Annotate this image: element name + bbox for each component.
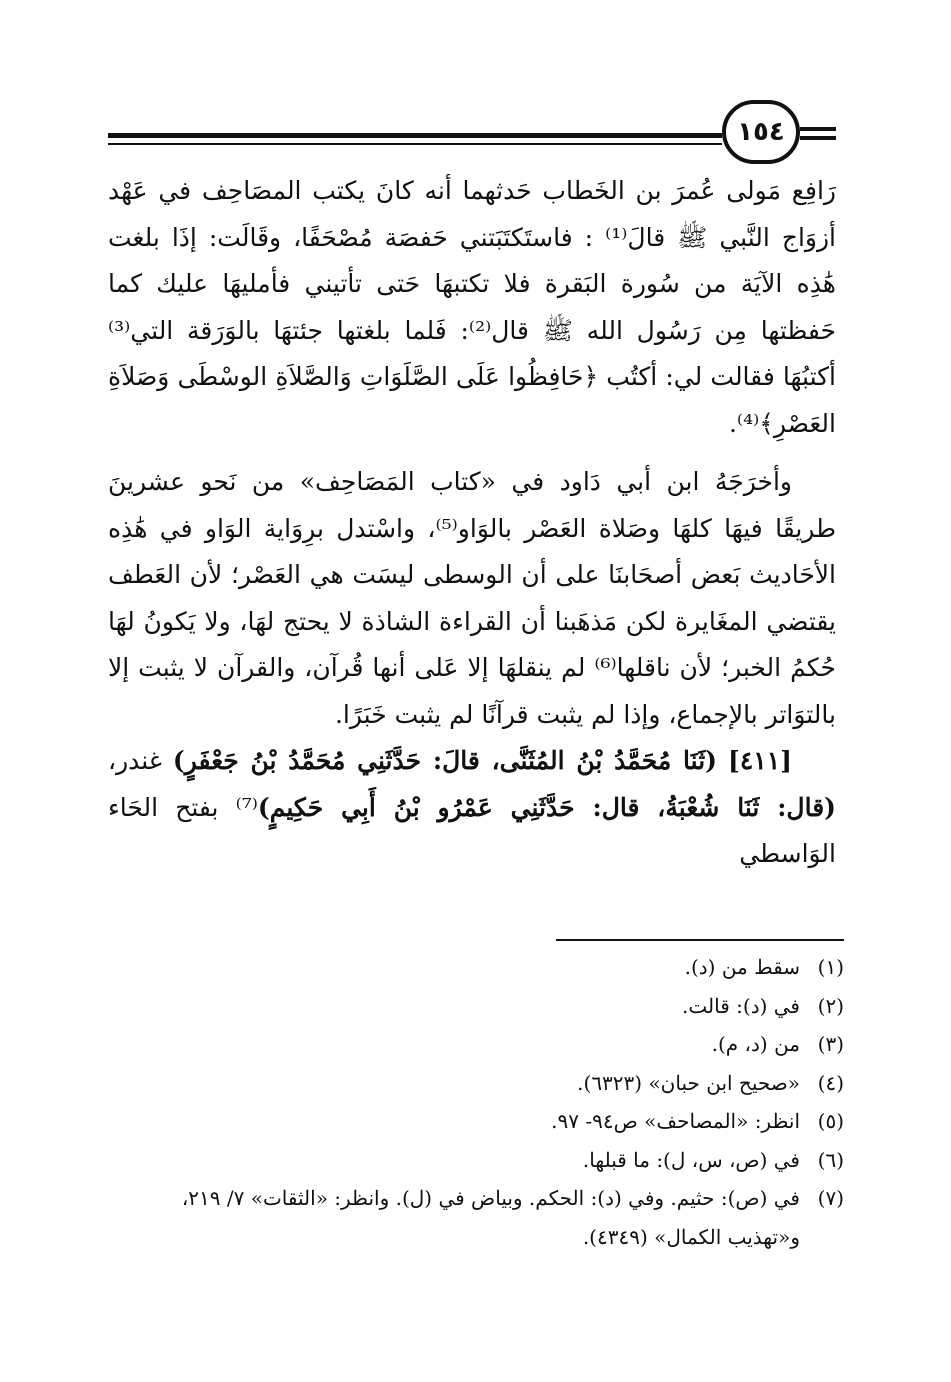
footnote-text: في (ص): حثيم. وفي (د): الحكم. وبياض في (ل). وانظر: «الثقات» ٧/ ٢١٩، و«تهذيب الكمال» (٤٣٤٩). xyxy=(181,1186,800,1249)
page-number-badge xyxy=(722,100,800,164)
footnote-number: (٣) xyxy=(817,1032,844,1056)
header-rule-right-lower xyxy=(800,136,836,140)
footnote-text: «صحيح ابن حبان» (٦٣٢٣). xyxy=(577,1070,800,1095)
footnote-number: (٥) xyxy=(817,1109,844,1133)
footnote xyxy=(108,1141,844,1180)
footnote xyxy=(108,948,844,987)
paragraph-1: رَافِع مَولى عُمرَ بن الخَطاب حَدثهما أنه كانَ يكتب المصَاحِف في عَهْد أزوَاج النَّبي ﷺ قالَ⁽¹⁾ : فاستَكتَبَتني حَفصَة مُصْحَفًا، وقَالَت: إذَا بلغت هَٰذِه الآيَة من سُورة البَقرة فلا تكتبهَا حَتى تأتيني فأمليهَا عليك كما حَفظتها مِن رَسُول الله ﷺ قال⁽²⁾: فَلما بلغتها جئتهَا بالوَرَقة التي⁽³⁾ أكتبُهَا فقالت لي: أكتُب ﴿حَافِظُوا عَلَى الصَّلَوَاتِ وَالصَّلاَةِ الوسْطَى وَصَلاَةِ العَصْرِ﴾⁽⁴⁾. xyxy=(108,176,837,438)
footnote xyxy=(108,987,844,1026)
footnote-separator xyxy=(556,939,844,941)
isnad-part-2: (قال: ثَنَا شُعْبَةُ، قال: حَدَّثَنِي عَمْرُو بْنُ أَبِي حَكِيمٍ) xyxy=(257,792,836,822)
footnotes xyxy=(108,948,844,1256)
footnote-text: في (د): قالت. xyxy=(682,993,800,1018)
paragraph-2: وأخرَجَهُ ابن أبي دَاود في «كتاب المَصَاحِف» من نَحو عشرينَ طريقًا فيهَا كلهَا وصَلاة العَصْر بالوَاو⁽⁵⁾، واسْتدل برِوَاية الوَاو في هَٰذِه الأحَاديث بَعض أصحَابنَا على أن الوسطى ليسَت هي العَصْر؛ لأن العَطف يقتضي المغَايرة لكن مَذهَبنا أن القراءة الشاذة لا يحتج لهَا، ولا يَكونُ لهَا حُكمُ الخبر؛ لأن ناقلها⁽⁶⁾ لم ينقلهَا إلا عَلى أنها قُرآن، والقرآن لا يثبت إلا بالتوَاتر بالإجماع، وإذا لم يثبت قرآنًا لم يثبت خَبَرًا. xyxy=(108,467,836,729)
header-rule xyxy=(108,133,722,138)
footnote-text: سقط من (د). xyxy=(684,955,800,979)
footnote-text: من (د، م). xyxy=(711,1032,800,1056)
main-text xyxy=(108,168,836,878)
footnote-number: (٦) xyxy=(817,1147,844,1172)
hadith-number: [٤١١] xyxy=(728,746,792,775)
page-number: ١٥٤ xyxy=(737,117,785,147)
footnote-number: (٧) xyxy=(817,1186,844,1210)
footnote-text: انظر: «المصاحف» ص٩٤- ٩٧. xyxy=(551,1109,800,1133)
header-rule-right xyxy=(800,127,836,131)
footnote-number: (٤) xyxy=(817,1070,844,1095)
footnote xyxy=(108,1025,844,1064)
footnote-number: (١) xyxy=(817,955,844,979)
footnote-text: في (ص، س، ل): ما قبلها. xyxy=(582,1147,800,1172)
commentary-1: غندر، xyxy=(108,746,173,775)
footnote-number: (٢) xyxy=(817,993,844,1018)
footnote xyxy=(108,1102,844,1141)
footnote xyxy=(108,1179,844,1256)
footnote xyxy=(108,1064,844,1103)
isnad-part-1: (ثَنَا مُحَمَّدُ بْنُ المُثَنَّى، قالَ: حَدَّثَنِي مُحَمَّدُ بْنُ جَعْفَرٍ) xyxy=(172,746,717,775)
header-rule-thin xyxy=(108,143,722,145)
paragraph-3 xyxy=(108,738,836,878)
commentary-2: ⁽⁷⁾ بفتح الحَاء الوَاسطي xyxy=(108,792,836,868)
